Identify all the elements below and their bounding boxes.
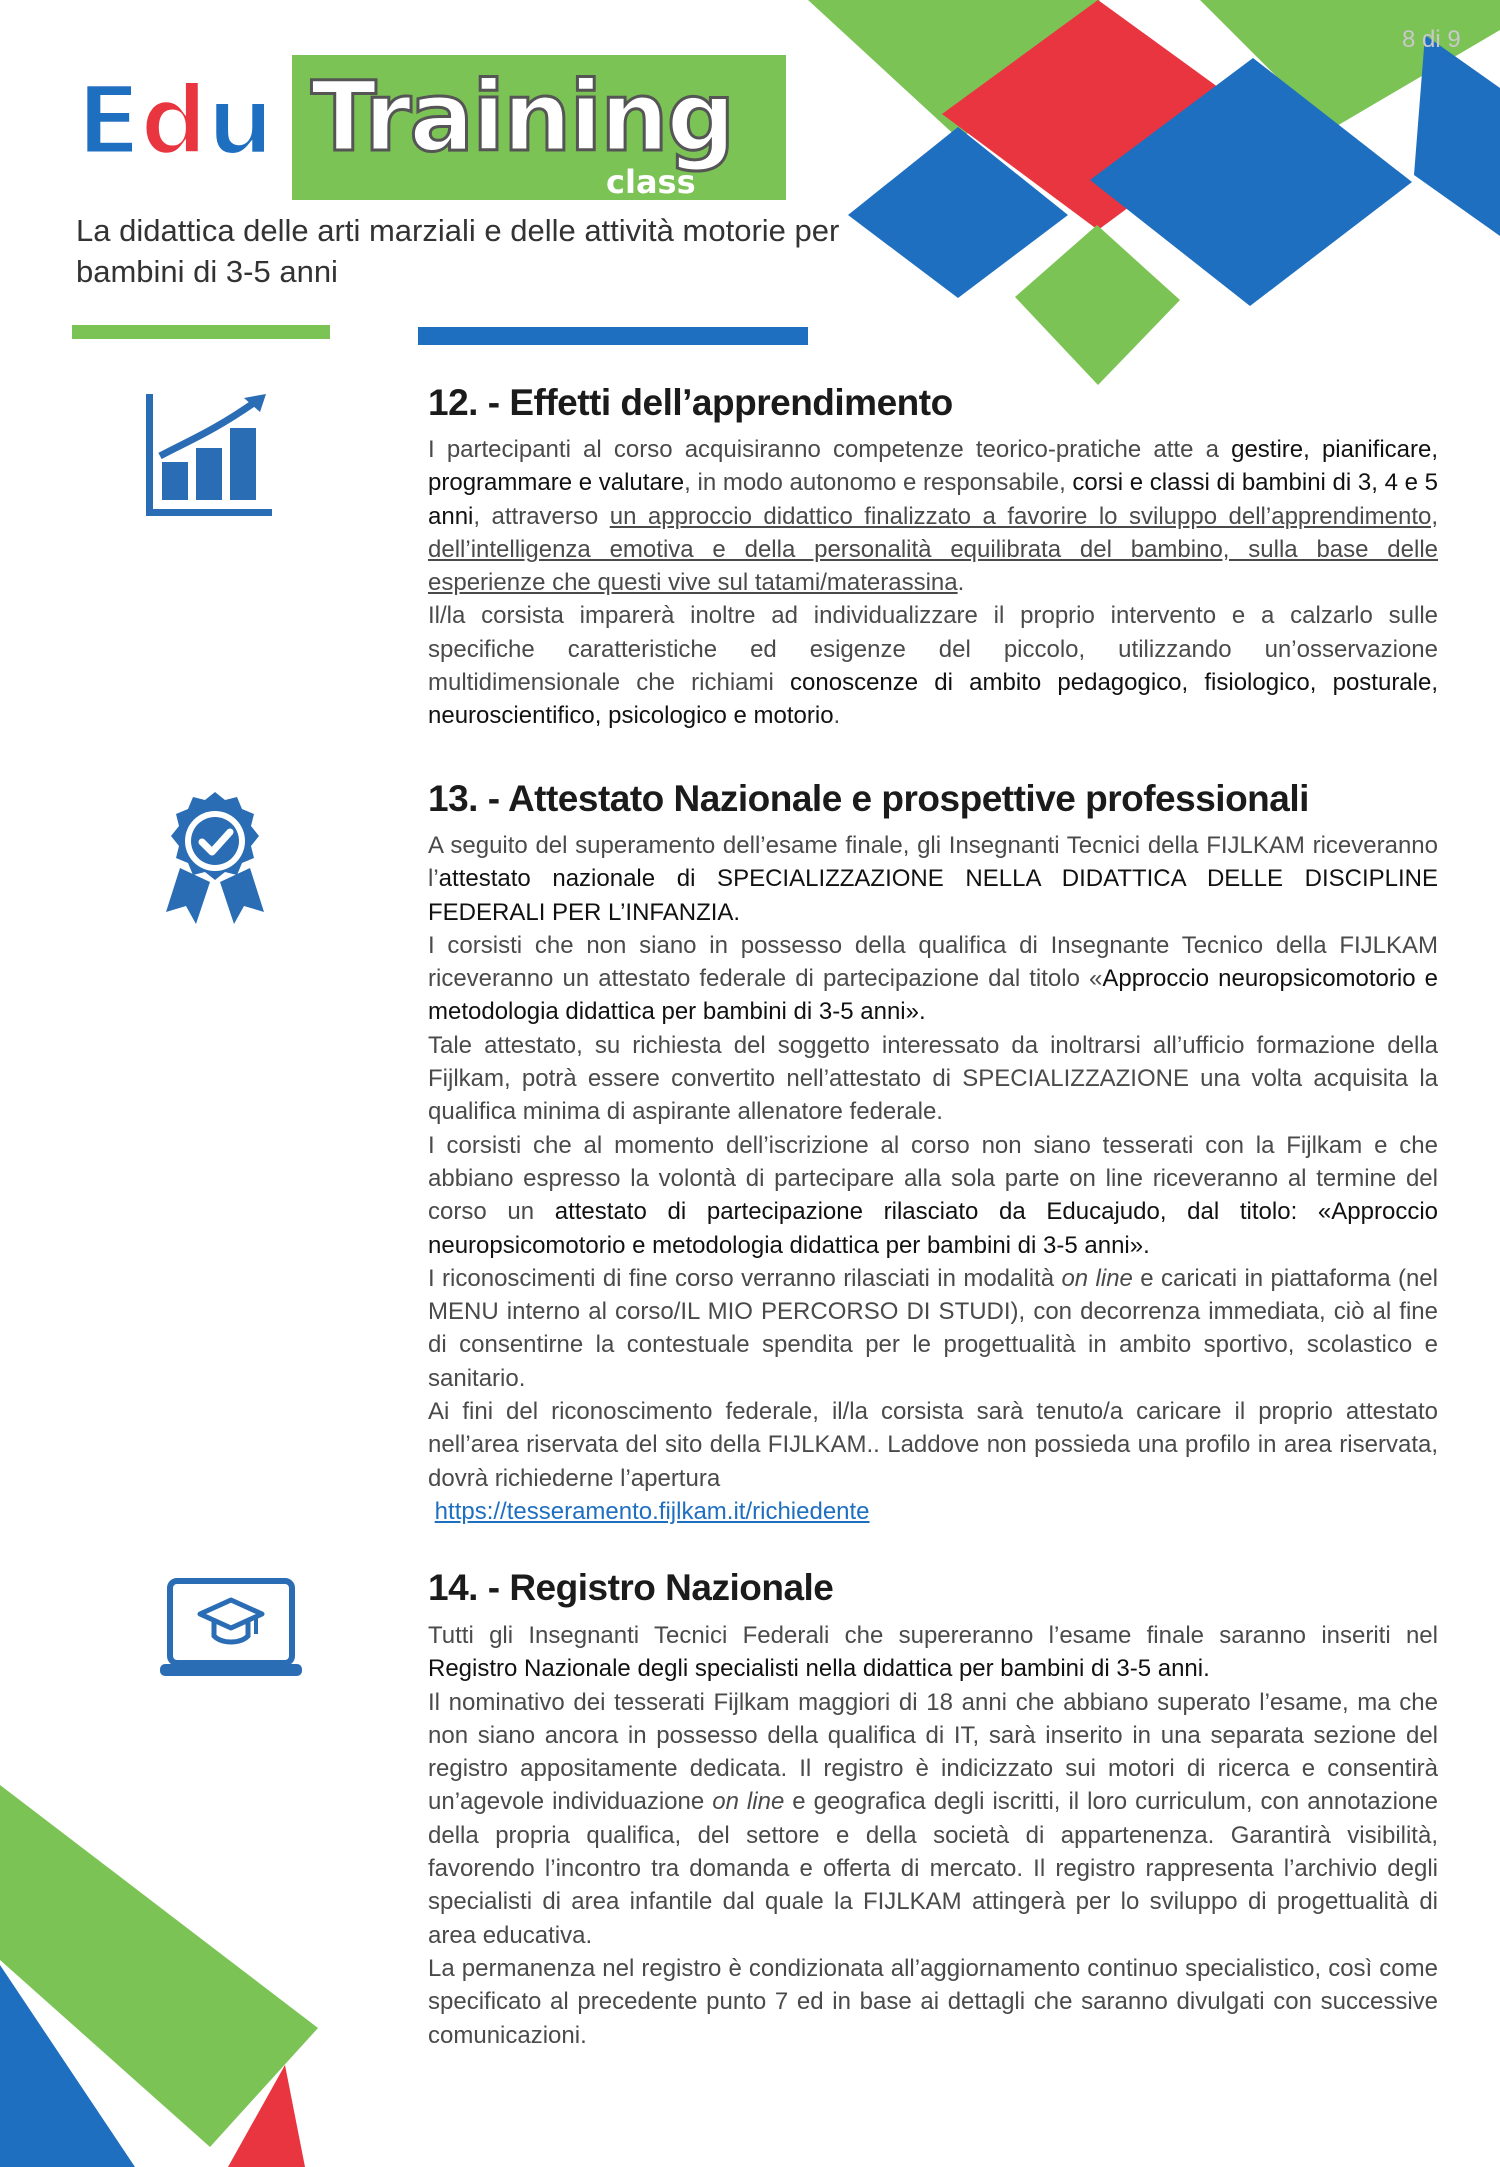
tagline: La didattica delle arti marziali e delle attività motorie per bambini di 3-5 anni <box>76 213 840 289</box>
section-13-paragraph-5 <box>428 1262 1438 1395</box>
page-number: 8 di 9 <box>1402 26 1461 53</box>
section-13-paragraph-1 <box>428 829 1438 929</box>
section-14-title: 14. - Registro Nazionale <box>428 1567 834 1608</box>
section-12-title: 12. - Effetti dell’apprendimento <box>428 382 953 423</box>
logo-class: class <box>606 163 696 201</box>
text: I partecipanti al corso acquisiranno competenze teorico-pratiche atte a <box>428 436 1232 463</box>
award-badge-icon <box>160 790 270 926</box>
text: e geografica degli iscritti, il loro curriculum, con annotazione della propria qualifica, del settore e della società di appartenenza. Garantirà visibilità, favorendo l’incontro tra domanda e offerta di mercato. Il registro rappresenta l’archivio degli specialisti di area infantile dal quale la FIJLKAM attingerà per lo sviluppo di progettualità di area educativa. <box>428 1788 1438 1949</box>
section-14-body <box>428 1619 1438 2052</box>
divider-green <box>72 325 330 339</box>
logo-letter-u: u <box>206 65 273 177</box>
text: . <box>957 569 965 597</box>
logo <box>76 55 786 205</box>
section-13-paragraph-3: Tale attestato, su richiesta del soggetto interessato da inoltrarsi all’ufficio formazione della Fijlkam, potrà essere convertito nell’attestato di SPECIALIZZAZIONE una volta acquisita la qualifica minima di aspirante allenatore federale. <box>428 1031 1438 1126</box>
logo-training: Training <box>311 61 734 173</box>
text: Il/la corsista imparerà inoltre ad individualizzare il proprio intervento e a calzarlo sulle specifiche caratteristiche ed esigenze del piccolo, utilizzando un’osservazione multidimensionale che richiami <box>428 602 1438 697</box>
section-12-paragraph-2 <box>428 599 1438 732</box>
growth-chart-icon <box>146 394 274 518</box>
section-13-paragraph-6: Ai fini del riconoscimento federale, il/la corsista sarà tenuto/a caricare il proprio attestato nell’area riservata del sito della FIJLKAM.. Laddove non possieda una profilo in area riservata, dovrà richiederne l’apertura <box>428 1398 1438 1492</box>
section-12-body <box>428 433 1438 733</box>
text-italic: on line <box>712 1788 785 1816</box>
text-highlight: gestire, pianificare, programmare e valutare <box>428 436 1439 497</box>
text: I corsisti che non siano in possesso della qualifica di Insegnante Tecnico della FIJLKAM riceveranno un attestato federale di partecipazione dal titolo « <box>428 931 1438 993</box>
text: Tutti gli Insegnanti Tecnici Federali che supereranno l’esame finale saranno inseriti nel <box>428 1622 1438 1649</box>
text-highlight: Registro Nazionale degli specialisti nella didattica per bambini di 3-5 anni. <box>428 1655 1210 1683</box>
text-highlight: Approccio neuropsicomotorio e metodologia didattica per bambini di 3-5 anni». <box>428 965 1438 1026</box>
deco-green-diamond-bottom <box>1015 225 1180 385</box>
section-13-paragraph-4 <box>428 1129 1438 1262</box>
text: , attraverso <box>473 502 610 530</box>
section-13-paragraph-2 <box>428 929 1438 1029</box>
section-13-link-line <box>428 1495 1438 1528</box>
text-highlight: attestato nazionale di SPECIALIZZAZIONE NELLA DIDATTICA DELLE DISCIPLINE FEDERALI PER L’INFANZIA. <box>428 865 1438 926</box>
text-highlight: corsi e classi di bambini di 3, 4 e 5 anni <box>428 469 1438 530</box>
text: Il nominativo dei tesserati Fijlkam maggiori di 18 anni che abbiano superato l’esame, ma che non siano ancora in possesso della qualifica di IT, sarà inserito in una separata sezione del registro appositamente dedicata. Il registro è indicizzato sui motori di ricerca e consentirà un’agevole individuazione <box>428 1688 1438 1816</box>
section-12-paragraph-1 <box>428 433 1438 599</box>
text: I corsisti che al momento dell’iscrizione al corso non siano tesserati con la Fijlkam e che abbiano espresso la volontà di partecipare alla sola parte on line riceveranno al termine del corso un <box>428 1131 1438 1226</box>
text-highlight: attestato di partecipazione rilasciato da Educajudo, dal titolo: «Approccio neuropsicomotorio e metodologia didattica per bambini di 3-5 anni». <box>428 1198 1439 1259</box>
text: A seguito del superamento dell’esame finale, gli Insegnanti Tecnici della FIJLKAM riceveranno l’ <box>428 832 1438 893</box>
logo-letter-d: d <box>139 65 207 177</box>
section-14-paragraph-2 <box>428 1686 1438 1952</box>
logo-letter-e: E <box>76 65 140 177</box>
laptop-graduation-icon <box>160 1578 302 1682</box>
section-14-paragraph-1 <box>428 1619 1438 1686</box>
section-13-body <box>428 829 1438 1528</box>
text: , in modo autonomo e responsabile, <box>684 469 1073 497</box>
text: e caricati in piattaforma (nel MENU interno al corso/IL MIO PERCORSO DI STUDI), con decorrenza immediata, ciò al fine di consentirne la contestuale spendita per le progettualità in ambito sportivo, scolastico e sanitario. <box>428 1264 1438 1392</box>
text: . <box>833 702 841 730</box>
text-italic: on line <box>1061 1264 1133 1292</box>
logo-edu <box>76 65 273 177</box>
section-14-paragraph-3: La permanenza nel registro è condizionata all’aggiornamento continuo specialistico, così come specificato al precedente punto 7 ed in base ai dettagli che saranno divulgati con successive comunicazioni. <box>428 1954 1438 2049</box>
divider-blue <box>418 327 808 345</box>
section-13-title: 13. - Attestato Nazionale e prospettive professionali <box>428 778 1309 819</box>
text-highlight: conoscenze di ambito pedagogico, fisiologico, posturale, neuroscientifico, psicologico e motorio <box>428 669 1439 730</box>
text: I riconoscimenti di fine corso verranno rilasciati in modalità <box>428 1264 1062 1292</box>
text-underlined: un approccio didattico finalizzato a favorire lo sviluppo dell’apprendimento, dell’intelligenza emotiva e della personalità equilibrata del bambino, sulla base delle esperienze che questi vive sul tatami/materassina <box>428 502 1439 597</box>
registration-link[interactable]: https://tesseramento.fijlkam.it/richiedente <box>434 1497 870 1525</box>
deco-blue-tail-right <box>1414 35 1500 236</box>
